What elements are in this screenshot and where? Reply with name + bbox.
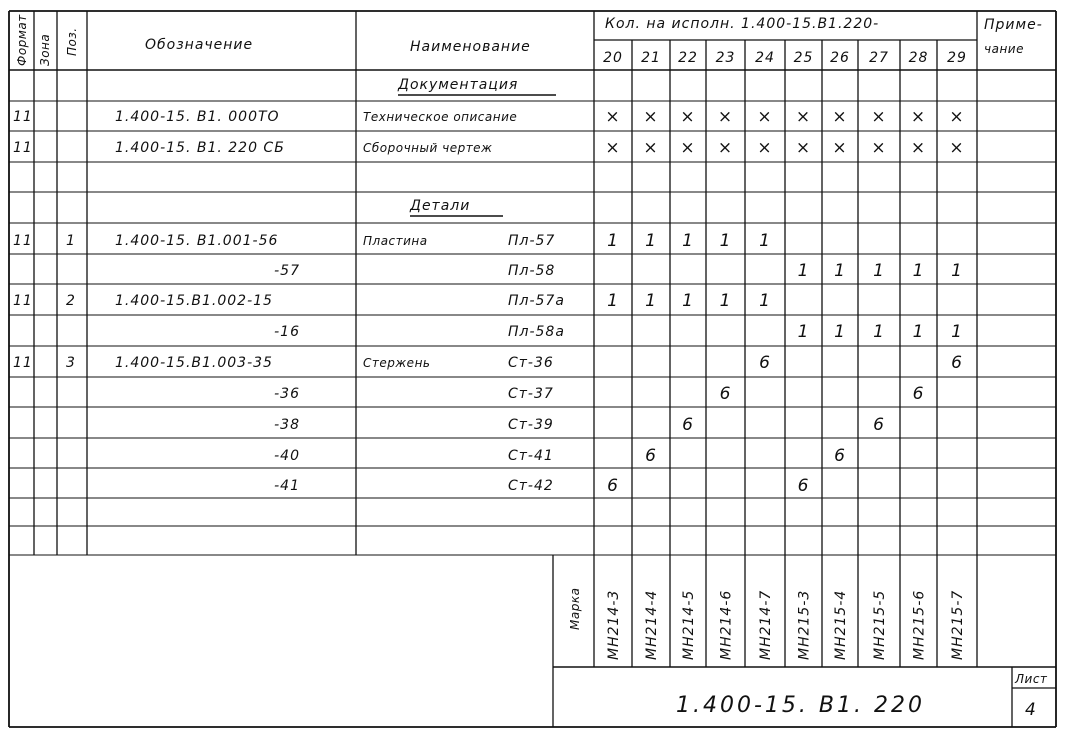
qty-cell: 1 bbox=[951, 322, 963, 342]
variant-number-25: 25 bbox=[793, 50, 814, 66]
row-designation: 1.400-15. В1. 220 СБ bbox=[115, 140, 285, 156]
row-name: Сборочный чертеж bbox=[363, 141, 493, 155]
header-remark-line2: чание bbox=[984, 42, 1024, 56]
qty-cell: 6 bbox=[719, 384, 732, 404]
qty-cell: 6 bbox=[873, 415, 885, 435]
qty-cell: × bbox=[910, 107, 927, 127]
qty-cell: 1 bbox=[912, 261, 925, 281]
row-designation: 1.400-15. В1. 000ТО bbox=[115, 109, 280, 125]
row-designation: -16 bbox=[274, 324, 300, 340]
row-pos: 1 bbox=[66, 233, 76, 249]
qty-cell: 6 bbox=[797, 476, 810, 496]
row-designation: 1.400-15.В1.002-15 bbox=[115, 293, 273, 309]
marka-МН214-3: МН214-3 bbox=[606, 589, 622, 660]
variant-number-29: 29 bbox=[947, 50, 967, 66]
qty-cell: 1 bbox=[682, 291, 694, 311]
row-designation: 1.400-15. В1.001-56 bbox=[115, 233, 279, 249]
qty-cell: 1 bbox=[682, 231, 694, 251]
row-code: Пл-57 bbox=[508, 233, 556, 249]
qty-cell: 1 bbox=[912, 322, 925, 342]
header-format: Формат bbox=[15, 14, 29, 66]
qty-cell: × bbox=[795, 107, 812, 127]
qty-cell: 1 bbox=[951, 261, 963, 281]
marka-row bbox=[606, 590, 966, 660]
marka-МН214-4: МН214-4 bbox=[644, 589, 660, 660]
section-details: Детали bbox=[410, 198, 471, 214]
header-variants-title: Кол. на исполн. 1.400-15.В1.220- bbox=[605, 16, 880, 32]
row-code: Ст-39 bbox=[508, 417, 554, 433]
row-format: 11 bbox=[13, 293, 33, 309]
variant-number-20: 20 bbox=[603, 50, 623, 66]
header-name: Наименование bbox=[410, 39, 531, 55]
row-designation: -57 bbox=[274, 263, 300, 279]
row-code: Ст-36 bbox=[508, 355, 554, 371]
qty-cell: 6 bbox=[759, 353, 771, 373]
qty-cell: × bbox=[757, 138, 773, 158]
row-code: Ст-41 bbox=[508, 448, 554, 464]
qty-cell: 6 bbox=[834, 446, 846, 466]
variant-number-28: 28 bbox=[908, 50, 929, 66]
row-format: 11 bbox=[13, 109, 33, 125]
qty-cell: × bbox=[605, 107, 621, 127]
row-code: Пл-57а bbox=[508, 293, 565, 309]
variant-number-21: 21 bbox=[641, 50, 661, 66]
section-documentation: Документация bbox=[398, 77, 519, 93]
doc-number: 1.400-15. В1. 220 bbox=[676, 693, 925, 718]
row-code: Пл-58 bbox=[508, 263, 556, 279]
qty-cell: × bbox=[605, 138, 621, 158]
qty-cell: × bbox=[795, 138, 812, 158]
qty-cell: × bbox=[910, 138, 927, 158]
sheet-number: 4 bbox=[1025, 700, 1037, 720]
qty-cell: × bbox=[949, 138, 965, 158]
qty-cell: 6 bbox=[682, 415, 694, 435]
qty-cell: 6 bbox=[645, 446, 657, 466]
qty-cell: 1 bbox=[607, 231, 619, 251]
qty-cell: 1 bbox=[873, 322, 885, 342]
row-pos: 3 bbox=[66, 355, 76, 371]
variant-number-24: 24 bbox=[755, 50, 775, 66]
header-designation: Обозначение bbox=[145, 37, 254, 53]
marka-МН215-7: МН215-7 bbox=[950, 589, 966, 660]
qty-cell: 1 bbox=[645, 231, 657, 251]
header-pos: Поз. bbox=[65, 27, 79, 56]
row-code: Ст-42 bbox=[508, 478, 554, 494]
row-format: 11 bbox=[13, 233, 33, 249]
marka-label: Марка bbox=[568, 587, 582, 630]
qty-cell: × bbox=[832, 138, 848, 158]
qty-cell: × bbox=[643, 107, 659, 127]
qty-cell: 1 bbox=[797, 322, 810, 342]
row-code: Ст-37 bbox=[508, 386, 554, 402]
row-format: 11 bbox=[13, 140, 33, 156]
row-designation: -41 bbox=[274, 478, 300, 494]
qty-cell: 1 bbox=[759, 291, 771, 311]
qty-cell: × bbox=[757, 107, 773, 127]
qty-cell: 1 bbox=[797, 261, 810, 281]
row-code: Пл-58а bbox=[508, 324, 565, 340]
qty-cell: 1 bbox=[834, 261, 846, 281]
qty-cell: 1 bbox=[759, 231, 771, 251]
row-pos: 2 bbox=[66, 293, 76, 309]
marka-МН214-6: МН214-6 bbox=[718, 589, 735, 660]
row-designation: -40 bbox=[274, 448, 300, 464]
sheet-label: Лист bbox=[1015, 672, 1048, 686]
marka-МН215-4: МН215-4 bbox=[833, 589, 849, 660]
qty-cell: × bbox=[680, 138, 696, 158]
variant-number-27: 27 bbox=[869, 50, 889, 66]
qty-cell: × bbox=[717, 107, 734, 127]
variant-number-22: 22 bbox=[678, 50, 698, 66]
qty-cell: 6 bbox=[951, 353, 963, 373]
variant-number-26: 26 bbox=[830, 50, 850, 66]
row-format: 11 bbox=[13, 355, 33, 371]
row-name: Техническое описание bbox=[363, 110, 518, 124]
qty-cell: 1 bbox=[719, 291, 732, 311]
row-designation: -36 bbox=[274, 386, 300, 402]
marka-МН214-7: МН214-7 bbox=[758, 589, 774, 660]
marka-МН215-6: МН215-6 bbox=[911, 589, 928, 660]
marka-МН214-5: МН214-5 bbox=[681, 589, 697, 660]
marka-МН215-3: МН215-3 bbox=[796, 589, 813, 660]
qty-cell: 6 bbox=[607, 476, 619, 496]
qty-cell: × bbox=[643, 138, 659, 158]
marka-МН215-5: МН215-5 bbox=[872, 589, 888, 660]
qty-cell: × bbox=[680, 107, 696, 127]
qty-cell: 1 bbox=[607, 291, 619, 311]
header-zone: Зона bbox=[38, 33, 52, 66]
qty-cell: × bbox=[871, 138, 887, 158]
qty-cell: 1 bbox=[719, 231, 732, 251]
row-designation: 1.400-15.В1.003-35 bbox=[115, 355, 273, 371]
qty-cell: × bbox=[832, 107, 848, 127]
qty-cell: 1 bbox=[645, 291, 657, 311]
row-designation: -38 bbox=[274, 417, 300, 433]
row-name: Стержень bbox=[363, 356, 431, 370]
qty-cell: 1 bbox=[873, 261, 885, 281]
qty-cell: × bbox=[717, 138, 734, 158]
variant-number-23: 23 bbox=[715, 50, 736, 66]
row-name: Пластина bbox=[363, 234, 428, 248]
qty-cell: × bbox=[871, 107, 887, 127]
qty-cell: 6 bbox=[912, 384, 925, 404]
qty-cell: × bbox=[949, 107, 965, 127]
qty-cell: 1 bbox=[834, 322, 846, 342]
header-remark-line1: Приме- bbox=[984, 17, 1043, 33]
